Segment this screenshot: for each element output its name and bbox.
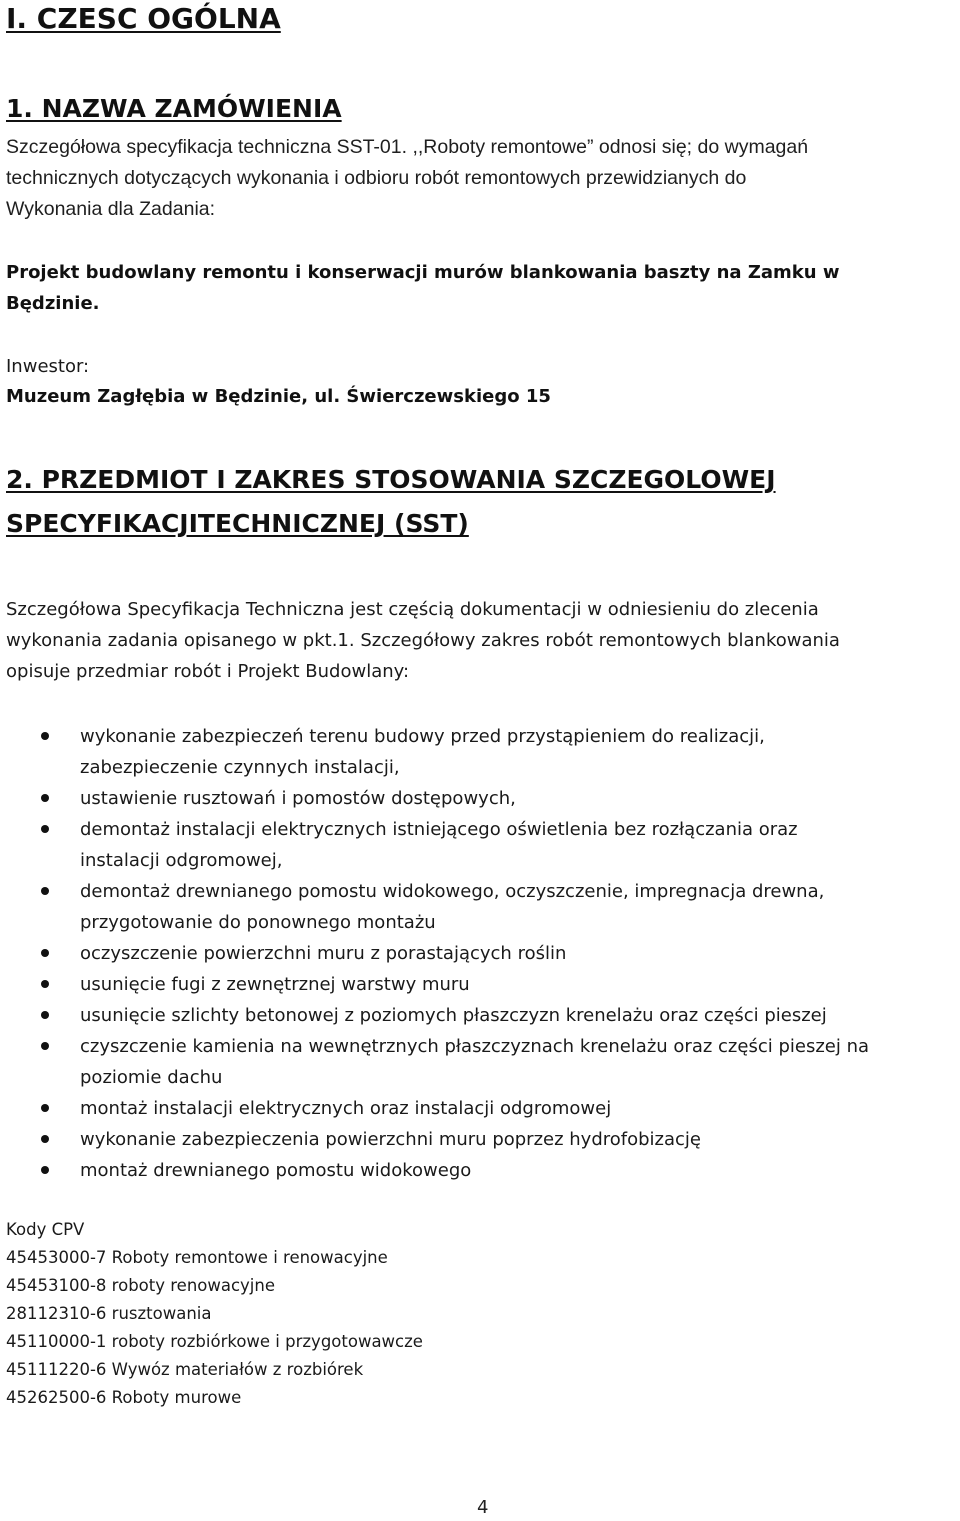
list-item — [0, 814, 869, 876]
list-item-line: montaż instalacji elektrycznych oraz instalacji odgromowej — [80, 1098, 612, 1119]
list-item-line: demontaż drewnianego pomostu widokowego, oczyszczenie, impregnacja drewna, — [80, 881, 825, 902]
section2-title-line1: 2. PRZEDMIOT I ZAKRES STOSOWANIA SZCZEGOLOWEJ — [6, 465, 776, 494]
list-item-line: przygotowanie do ponownego montażu — [80, 912, 436, 933]
list-item — [0, 1031, 869, 1093]
list-item-line: usunięcie fugi z zewnętrznej warstwy muru — [80, 974, 470, 995]
section1-paragraph — [6, 132, 808, 225]
scope-list — [0, 721, 869, 1186]
project-line: Projekt budowlany remontu i konserwacji murów blankowania baszty na Zamku w — [6, 262, 840, 283]
cpv-code: 45110000-1 roboty rozbiórkowe i przygotowawcze — [6, 1332, 423, 1351]
bullet-icon — [41, 1135, 49, 1143]
list-item — [0, 969, 869, 1000]
list-item-line: zabezpieczenie czynnych instalacji, — [80, 757, 400, 778]
list-item-line: poziomie dachu — [80, 1067, 223, 1088]
cpv-label: Kody CPV — [6, 1220, 85, 1239]
bullet-icon — [41, 1104, 49, 1112]
paragraph-line: Szczegółowa Specyfikacja Techniczna jest częścią dokumentacji w odniesieniu do zlecenia — [6, 599, 819, 620]
investor-name: Muzeum Zagłębia w Będzinie, ul. Świerczewskiego 15 — [6, 386, 551, 407]
list-item — [0, 1124, 869, 1155]
list-item-line: demontaż instalacji elektrycznych istniejącego oświetlenia bez rozłączania oraz — [80, 819, 798, 840]
bullet-icon — [41, 1042, 49, 1050]
cpv-code: 45453100-8 roboty renowacyjne — [6, 1276, 276, 1295]
list-item — [0, 721, 869, 783]
paragraph-line: technicznych dotyczących wykonania i odbioru robót remontowych przewidzianych do — [6, 167, 747, 189]
cpv-code: 45453000-7 Roboty remontowe i renowacyjne — [6, 1248, 388, 1267]
list-item — [0, 1093, 869, 1124]
list-item-line: instalacji odgromowej, — [80, 850, 283, 871]
list-item-line: oczyszczenie powierzchni muru z porastających roślin — [80, 943, 567, 964]
bullet-icon — [41, 887, 49, 895]
investor-label: Inwestor: — [6, 356, 90, 377]
cpv-code: 45111220-6 Wywóz materiałów z rozbiórek — [6, 1360, 364, 1379]
bullet-icon — [41, 732, 49, 740]
section2-title-line2: SPECYFIKACJITECHNICZNEJ (SST) — [6, 509, 469, 538]
list-item-line: czyszczenie kamienia na wewnętrznych płaszczyznach krenelażu oraz części pieszej na — [80, 1036, 870, 1057]
list-item-line: usunięcie szlichty betonowej z poziomych płaszczyzn krenelażu oraz części pieszej — [80, 1005, 827, 1026]
project-name — [6, 257, 839, 319]
list-item-line: wykonanie zabezpieczeń terenu budowy przed przystąpieniem do realizacji, — [80, 726, 765, 747]
main-heading: I. CZESC OGÓLNA — [6, 2, 281, 35]
project-line: Będzinie. — [6, 293, 100, 314]
list-item-line: ustawienie rusztowań i pomostów dostępowych, — [80, 788, 516, 809]
bullet-icon — [41, 1011, 49, 1019]
bullet-icon — [41, 949, 49, 957]
bullet-icon — [41, 1166, 49, 1174]
page-number: 4 — [477, 1497, 489, 1518]
bullet-icon — [41, 794, 49, 802]
paragraph-line: wykonania zadania opisanego w pkt.1. Szczegółowy zakres robót remontowych blankowania — [6, 630, 840, 651]
list-item — [0, 1000, 869, 1031]
list-item — [0, 938, 869, 969]
cpv-codes — [6, 1216, 423, 1412]
paragraph-line: opisuje przedmiar robót i Projekt Budowlany: — [6, 661, 410, 682]
section2-paragraph — [6, 594, 840, 687]
cpv-code: 45262500-6 Roboty murowe — [6, 1388, 242, 1407]
bullet-icon — [41, 825, 49, 833]
list-item — [0, 876, 869, 938]
list-item-line: wykonanie zabezpieczenia powierzchni muru poprzez hydrofobizację — [80, 1129, 701, 1150]
cpv-code: 28112310-6 rusztowania — [6, 1304, 212, 1323]
paragraph-line: Wykonania dla Zadania: — [6, 198, 216, 220]
list-item-line: montaż drewnianego pomostu widokowego — [80, 1160, 472, 1181]
bullet-icon — [41, 980, 49, 988]
list-item — [0, 1155, 869, 1186]
section1-title: 1. NAZWA ZAMÓWIENIA — [6, 94, 342, 123]
paragraph-line: Szczegółowa specyfikacja techniczna SST-01. ,,Roboty remontowe” odnosi się; do wymagań — [6, 136, 809, 158]
list-item — [0, 783, 869, 814]
